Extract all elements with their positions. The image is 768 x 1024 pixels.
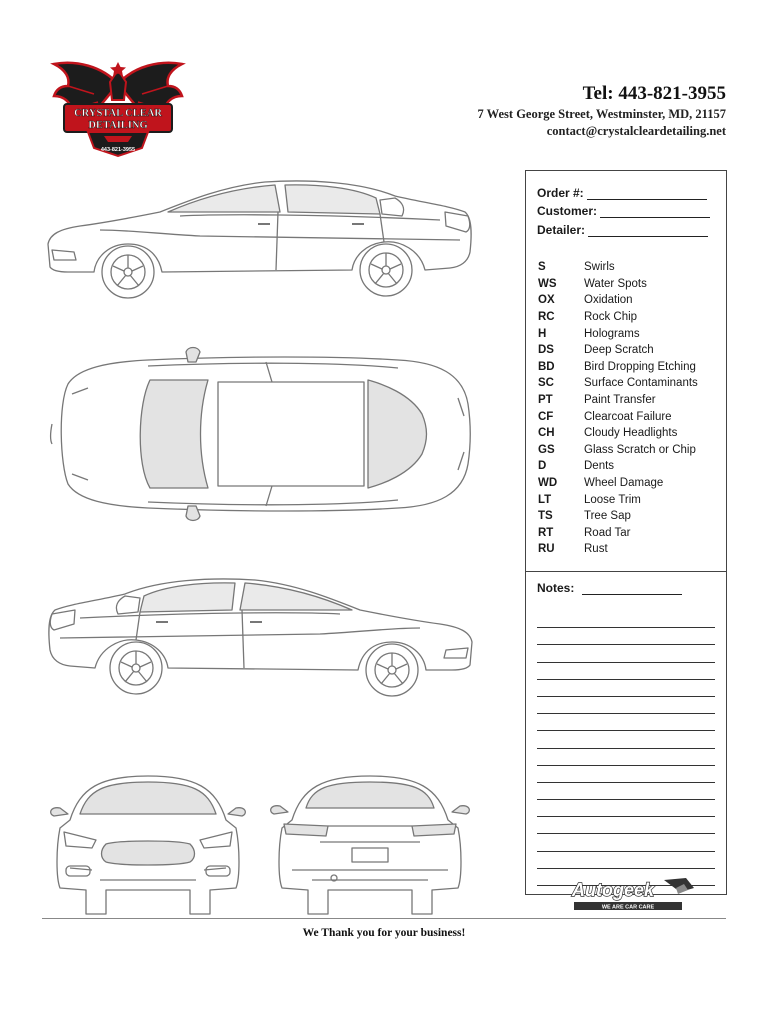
logo-phone: 443-821-3955 <box>100 147 136 153</box>
legend-code: RC <box>538 311 555 324</box>
note-line[interactable] <box>537 817 715 834</box>
legend-description: Cloudy Headlights <box>584 427 678 440</box>
legend-code: DS <box>538 344 554 357</box>
note-line[interactable] <box>537 628 715 645</box>
legend-description: Swirls <box>584 261 615 274</box>
detailer-field[interactable] <box>537 223 708 237</box>
note-line[interactable] <box>537 663 715 680</box>
legend-row <box>538 525 723 542</box>
car-top-view <box>38 344 478 524</box>
note-line[interactable] <box>537 766 715 783</box>
detailer-input-line[interactable] <box>588 225 708 237</box>
car-side-view-right <box>40 570 480 702</box>
note-line[interactable] <box>537 800 715 817</box>
note-line[interactable] <box>537 645 715 662</box>
car-side-view-left <box>40 172 480 302</box>
logo-line2: DETAILING <box>88 120 148 131</box>
crystal-clear-detailing-logo <box>50 56 186 160</box>
legend-row <box>538 475 723 492</box>
legend-description: Road Tar <box>584 526 631 539</box>
legend-code: H <box>538 327 547 340</box>
notes-input-line[interactable] <box>582 583 682 595</box>
logo-line1: CRYSTAL CLEAR <box>74 108 162 119</box>
legend-description: Surface Contaminants <box>584 377 698 390</box>
legend-row <box>538 259 723 276</box>
legend-code: TS <box>538 510 553 523</box>
legend-code: D <box>538 460 547 473</box>
legend-code: WD <box>538 477 558 490</box>
legend-row <box>538 442 723 459</box>
note-line[interactable] <box>537 783 715 800</box>
legend-code: LT <box>538 493 552 506</box>
legend-code: BD <box>538 360 555 373</box>
autogeek-logo <box>568 874 696 914</box>
legend-code: CH <box>538 427 555 440</box>
legend-description: Dents <box>584 460 615 473</box>
legend-description: Bird Dropping Etching <box>584 360 696 373</box>
legend-description: Clearcoat Failure <box>584 410 672 423</box>
legend-row <box>538 359 723 376</box>
legend-row <box>538 491 723 508</box>
damage-legend <box>538 259 723 558</box>
car-front-view <box>40 768 255 916</box>
order-label: Order #: <box>537 186 584 200</box>
legend-row <box>538 541 723 558</box>
note-line[interactable] <box>537 731 715 748</box>
legend-code: RU <box>538 543 555 556</box>
note-line[interactable] <box>537 680 715 697</box>
legend-description: Loose Trim <box>584 493 641 506</box>
sponsor-tagline: WE ARE CAR CARE <box>601 904 655 911</box>
order-number-field[interactable] <box>537 186 707 200</box>
customer-input-line[interactable] <box>600 206 710 218</box>
customer-field[interactable] <box>537 204 710 218</box>
legend-row <box>538 408 723 425</box>
thank-you-message: We Thank you for your business! <box>302 927 466 939</box>
inspection-form <box>525 170 727 895</box>
legend-description: Rust <box>584 543 608 556</box>
legend-description: Glass Scratch or Chip <box>584 443 696 456</box>
legend-description: Water Spots <box>584 277 647 290</box>
email: contact@crystalcleardetailing.net <box>546 124 726 138</box>
legend-description: Wheel Damage <box>584 477 664 490</box>
notes-field[interactable] <box>537 581 682 595</box>
telephone: Tel: 443-821-3955 <box>582 83 726 104</box>
customer-label: Customer: <box>537 204 598 218</box>
legend-description: Deep Scratch <box>584 344 654 357</box>
notes-lines[interactable] <box>537 611 715 886</box>
form-divider <box>526 571 726 572</box>
legend-description: Holograms <box>584 327 640 340</box>
note-line[interactable] <box>537 611 715 628</box>
contact-block <box>478 82 726 140</box>
legend-row <box>538 375 723 392</box>
note-line[interactable] <box>537 852 715 869</box>
detailer-label: Detailer: <box>537 223 586 237</box>
legend-description: Paint Transfer <box>584 394 656 407</box>
order-input-line[interactable] <box>587 188 707 200</box>
legend-row <box>538 325 723 342</box>
legend-row <box>538 309 723 326</box>
legend-row <box>538 392 723 409</box>
note-line[interactable] <box>537 714 715 731</box>
legend-row <box>538 342 723 359</box>
legend-row <box>538 425 723 442</box>
footer-rule <box>42 918 726 919</box>
legend-description: Rock Chip <box>584 311 638 324</box>
legend-description: Oxidation <box>584 294 633 307</box>
legend-code: CF <box>538 410 554 423</box>
sponsor-name: Autogeek <box>572 880 655 900</box>
legend-code: OX <box>538 294 555 307</box>
car-rear-view <box>262 768 477 916</box>
note-line[interactable] <box>537 749 715 766</box>
legend-code: S <box>538 261 546 274</box>
legend-code: WS <box>538 277 557 290</box>
note-line[interactable] <box>537 834 715 851</box>
legend-code: RT <box>538 526 554 539</box>
legend-description: Tree Sap <box>584 510 631 523</box>
notes-label: Notes: <box>537 581 575 595</box>
legend-row <box>538 292 723 309</box>
legend-code: SC <box>538 377 554 390</box>
legend-row <box>538 458 723 475</box>
legend-code: GS <box>538 443 555 456</box>
legend-code: PT <box>538 394 553 407</box>
legend-row <box>538 508 723 525</box>
legend-row <box>538 276 723 293</box>
note-line[interactable] <box>537 697 715 714</box>
address: 7 West George Street, Westminster, MD, 21157 <box>477 107 726 121</box>
